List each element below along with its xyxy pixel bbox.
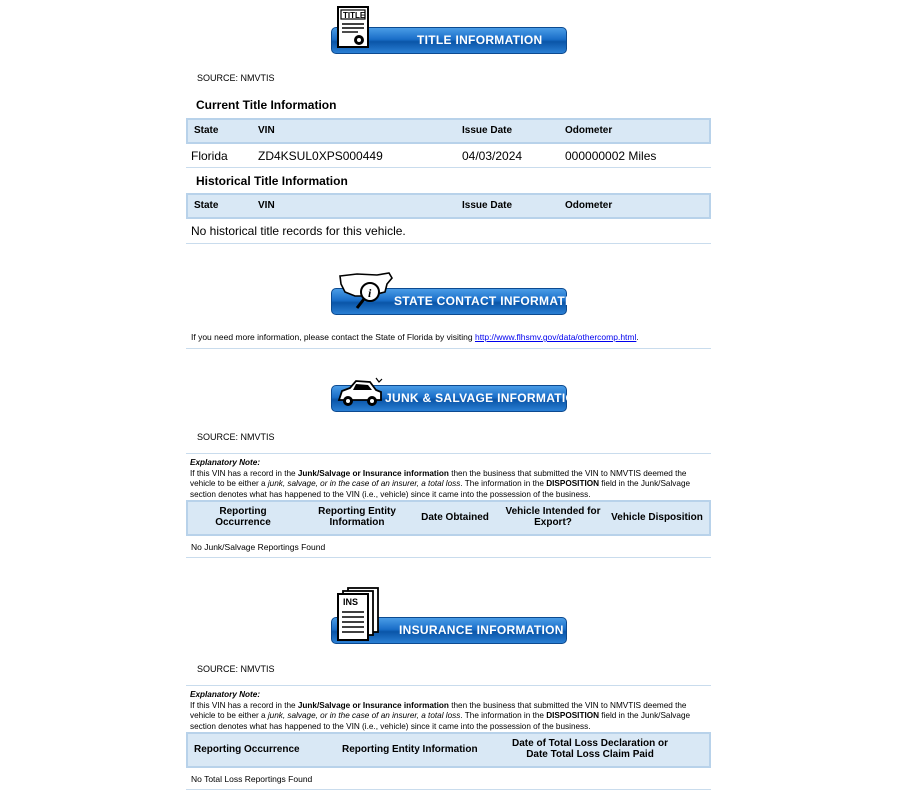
divider bbox=[186, 789, 711, 790]
col-export: Vehicle Intended for Export? bbox=[505, 506, 601, 528]
banner-label: JUNK & SALVAGE INFORMATION bbox=[385, 391, 585, 405]
source-label: SOURCE: NMVTIS bbox=[197, 73, 275, 83]
usa-map-magnifier-icon bbox=[337, 270, 397, 316]
explanatory-note bbox=[190, 458, 702, 500]
col-total-loss-date: Date of Total Loss Declaration or Date Total Loss Claim Paid bbox=[512, 738, 668, 760]
insurance-documents-icon bbox=[336, 586, 382, 642]
col-reporting-occurrence: Reporting Occurrence bbox=[194, 744, 300, 755]
insurance-empty-message: No Total Loss Reportings Found bbox=[191, 774, 313, 784]
title-icon-label: TITLE bbox=[343, 11, 366, 20]
divider bbox=[186, 243, 711, 244]
col-date-obtained: Date Obtained bbox=[421, 512, 489, 523]
col-issue-date: Issue Date bbox=[462, 125, 513, 136]
note-text: If this VIN has a record in the Junk/Salvage or Insurance information then the business that submitted the VIN to NMVTIS deemed the vehicle to be either a junk, salvage, or in the case of an insurer, a total loss. The information in the DISPOSITION field in the Junk/Salvage section denotes what has happened to the VIN (i.e., vehicle) since it came into the possession of the business. bbox=[190, 468, 691, 499]
col-vehicle-disposition: Vehicle Disposition bbox=[611, 512, 703, 523]
col-state: State bbox=[194, 125, 219, 136]
contact-text-before: If you need more information, please contact the State of Florida by visiting bbox=[191, 332, 475, 342]
col-state: State bbox=[194, 200, 219, 211]
row-issue-date: 04/03/2024 bbox=[462, 149, 523, 163]
state-contact-text bbox=[191, 332, 639, 342]
note-label: Explanatory Note: bbox=[190, 690, 261, 699]
note-label: Explanatory Note: bbox=[190, 458, 261, 467]
source-label: SOURCE: NMVTIS bbox=[197, 664, 275, 674]
explanatory-note bbox=[190, 690, 702, 732]
insurance-icon-label: INS bbox=[343, 597, 359, 607]
note-text: If this VIN has a record in the Junk/Salvage or Insurance information then the business that submitted the VIN to NMVTIS deemed the vehicle to be either a junk, salvage, or in the case of an insurer, a total loss. The information in the DISPOSITION field in the Junk/Salvage section denotes what has happened to the VIN (i.e., vehicle) since it came into the possession of the business. bbox=[190, 700, 691, 731]
col-reporting-entity: Reporting Entity Information bbox=[342, 744, 478, 755]
junk-salvage-empty-message: No Junk/Salvage Reportings Found bbox=[191, 542, 326, 552]
row-odometer: 000000002 Miles bbox=[565, 149, 657, 163]
banner-label: INSURANCE INFORMATION bbox=[399, 623, 564, 637]
row-state: Florida bbox=[191, 149, 228, 163]
banner-label: TITLE INFORMATION bbox=[417, 33, 543, 47]
contact-text-after: . bbox=[636, 332, 639, 342]
row-vin: ZD4KSUL0XPS000449 bbox=[258, 149, 383, 163]
divider bbox=[186, 348, 711, 349]
col-issue-date: Issue Date bbox=[462, 200, 513, 211]
divider bbox=[186, 557, 711, 558]
svg-text:i: i bbox=[368, 286, 372, 300]
wrecked-car-icon bbox=[336, 376, 384, 410]
col-vin: VIN bbox=[258, 200, 275, 211]
historical-empty-message: No historical title records for this vehicle. bbox=[191, 224, 406, 238]
col-reporting-occurrence: Reporting Occurrence bbox=[215, 506, 271, 528]
col-vin: VIN bbox=[258, 125, 275, 136]
col-odometer: Odometer bbox=[565, 200, 613, 211]
state-dmv-link[interactable]: http://www.flhsmv.gov/data/othercomp.html bbox=[474, 332, 637, 342]
col-odometer: Odometer bbox=[565, 125, 613, 136]
current-title-heading: Current Title Information bbox=[196, 98, 337, 112]
title-document-icon bbox=[336, 5, 372, 49]
col-reporting-entity: Reporting Entity Information bbox=[318, 506, 396, 528]
divider bbox=[186, 167, 711, 168]
banner-label: STATE CONTACT INFORMATION bbox=[394, 294, 588, 308]
historical-title-heading: Historical Title Information bbox=[196, 174, 348, 188]
divider bbox=[186, 453, 711, 454]
divider bbox=[186, 685, 711, 686]
source-label: SOURCE: NMVTIS bbox=[197, 432, 275, 442]
